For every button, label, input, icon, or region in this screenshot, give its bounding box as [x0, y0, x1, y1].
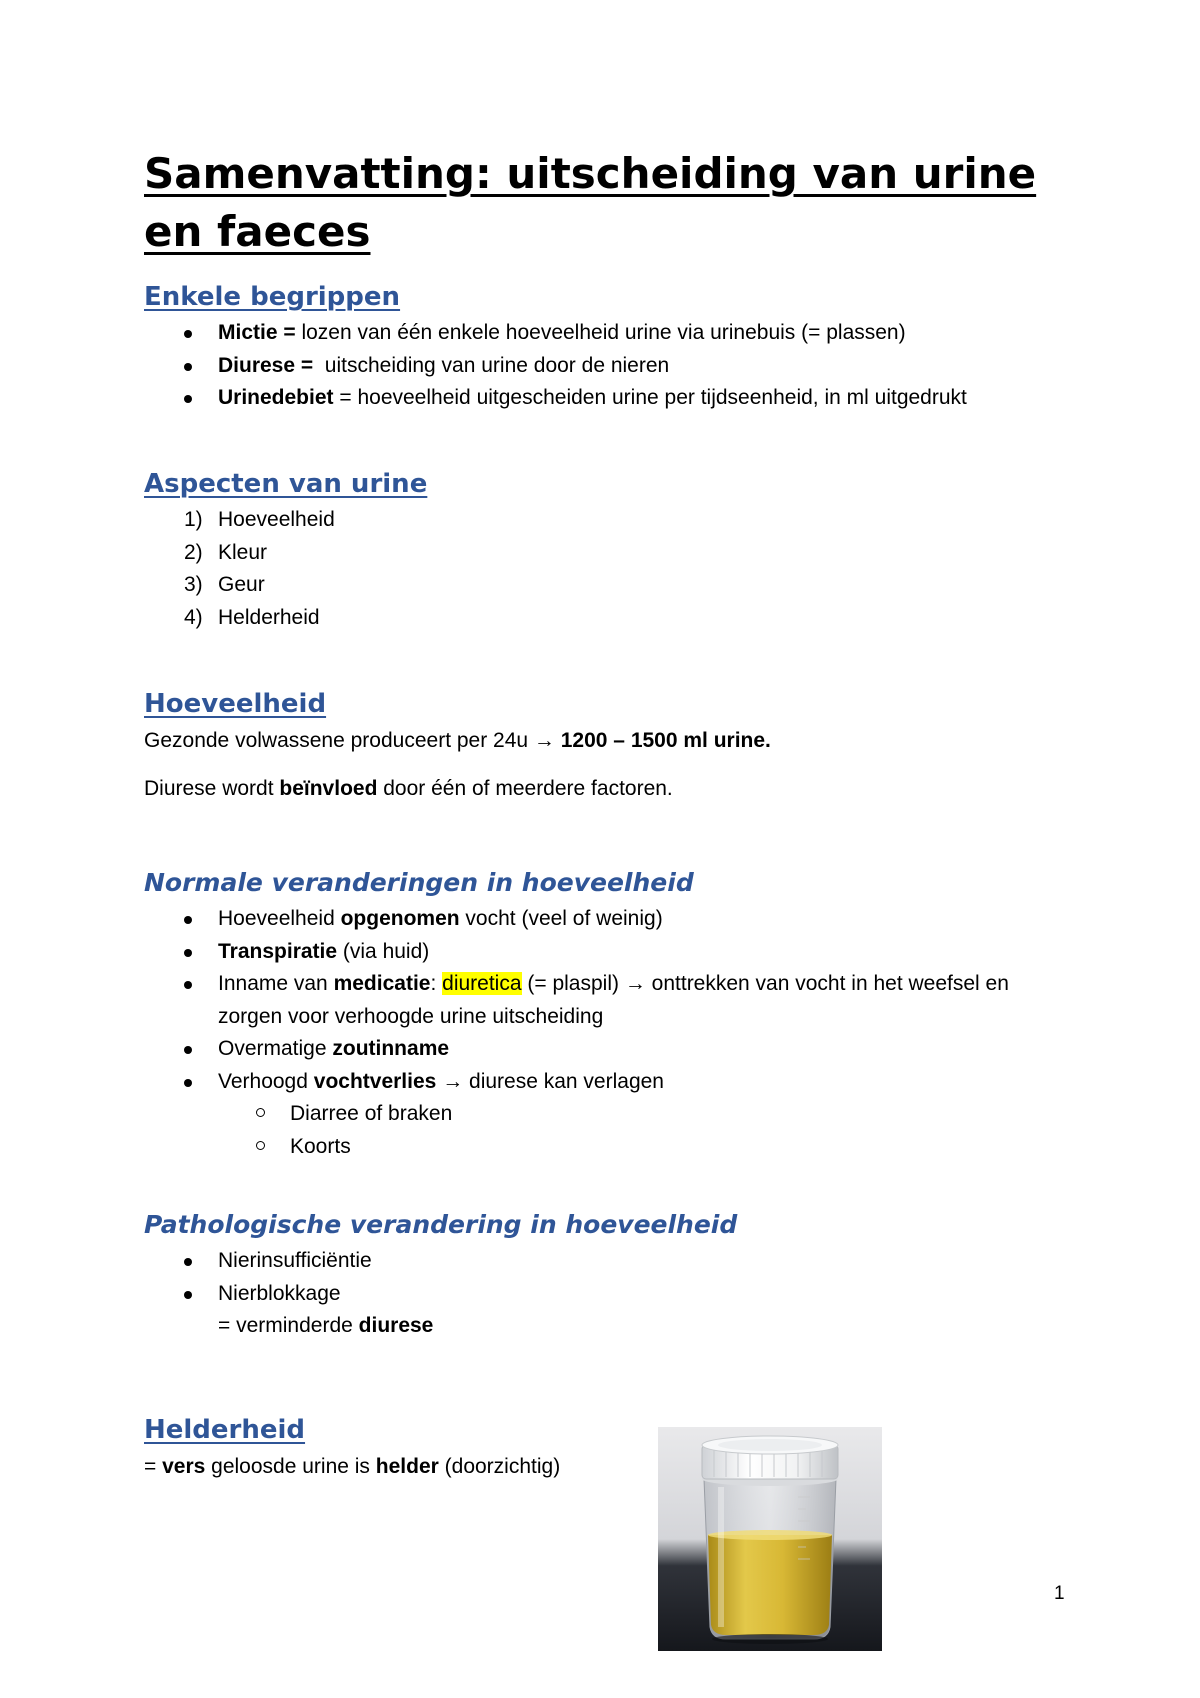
list-item: [144, 602, 335, 635]
arrow-right-icon: →: [442, 1069, 464, 1093]
text-bold: medicatie: [333, 972, 431, 995]
list-item: [144, 1033, 1009, 1066]
heading-pathologische-verandering: Pathologische verandering in hoeveelheid: [144, 1210, 738, 1239]
bullet-icon: [184, 395, 192, 403]
text: zorgen voor verhoogde urine uitscheiding: [218, 1004, 604, 1028]
list-number: 3): [184, 573, 203, 596]
text: Overmatige: [218, 1037, 333, 1060]
list-item: [144, 317, 967, 350]
list-item: [144, 382, 967, 415]
paragraph-diurese: [144, 773, 673, 806]
urine-sample-photo: [658, 1427, 882, 1651]
text: Verhoogd: [218, 1069, 314, 1093]
heading-hoeveelheid: Hoeveelheid: [144, 689, 327, 719]
bullet-icon: [184, 981, 192, 989]
text: vocht (veel of weinig): [459, 907, 663, 930]
circle-bullet-icon: [256, 1141, 265, 1150]
list-number: 2): [184, 540, 203, 564]
term-urinedebiet: Urinedebiet: [218, 386, 334, 409]
paragraph-productie: [144, 725, 771, 758]
bullet-icon: [184, 1291, 192, 1299]
result-line: [144, 1310, 433, 1343]
bullet-icon: [184, 949, 192, 957]
text: =: [144, 1455, 163, 1478]
bullet-icon: [184, 916, 192, 924]
list-item-text: Koorts: [290, 1134, 351, 1158]
list-item: [144, 1066, 1009, 1099]
heading-normale-veranderingen: Normale veranderingen in hoeveelheid: [144, 868, 694, 897]
term-diurese: Diurese =: [218, 353, 314, 377]
list-item: [144, 537, 335, 570]
heading-enkele-begrippen: Enkele begrippen: [144, 282, 401, 312]
vochtverlies-sublist: [144, 1098, 452, 1163]
list-item: [144, 350, 967, 383]
text: Hoeveelheid: [218, 907, 341, 930]
sub-list-item: [144, 1098, 452, 1131]
list-item-text: Geur: [218, 573, 265, 596]
text: Inname van: [218, 972, 334, 995]
list-item-text: Nierblokkage: [218, 1281, 341, 1305]
text: (doorzichtig): [438, 1455, 561, 1478]
list-item: [144, 1278, 372, 1311]
page-number: 1: [1054, 1583, 1065, 1604]
text-bold: vochtverlies: [313, 1069, 437, 1093]
list-item: [144, 936, 1009, 969]
list-item: [144, 569, 335, 602]
text: (via huid): [337, 939, 430, 963]
document-title: Samenvatting: uitscheiding van urine en faeces: [144, 149, 1037, 256]
heading-aspecten-van-urine: Aspecten van urine: [144, 469, 428, 499]
arrow-right-icon: →: [624, 972, 646, 995]
text: Gezonde volwassene produceert per 24u: [144, 729, 534, 752]
definition: uitscheiding van urine door de nieren: [313, 353, 670, 377]
definition: = hoeveelheid uitgescheiden urine per tijdseenheid, in ml uitgedrukt: [333, 386, 967, 409]
text-bold: helder: [375, 1455, 439, 1478]
text-bold: diurese: [358, 1314, 434, 1337]
list-item: [144, 504, 335, 537]
list-item: [144, 903, 1009, 936]
paragraph-helderheid: [144, 1451, 560, 1484]
term-mictie: Mictie =: [218, 321, 296, 344]
circle-bullet-icon: [256, 1108, 265, 1117]
highlighted-term: diuretica: [442, 972, 522, 995]
text-bold: zoutinname: [332, 1037, 450, 1060]
list-item-text: Hoeveelheid: [218, 508, 335, 531]
text: onttrekken van vocht in het weefsel en: [645, 972, 1009, 995]
text-bold: Transpiratie: [218, 939, 338, 963]
text: = verminderde: [218, 1314, 359, 1337]
list-item-text: Diarree of braken: [290, 1102, 453, 1125]
list-item-text: Helderheid: [218, 605, 320, 629]
text-bold: 1200 – 1500 ml urine.: [554, 729, 771, 752]
list-item: [144, 1245, 372, 1278]
bullet-icon: [184, 1079, 192, 1087]
begrippen-list: [144, 317, 967, 415]
bullet-icon: [184, 363, 192, 371]
bullet-icon: [184, 330, 192, 338]
text-bold: vers: [162, 1455, 206, 1478]
text: diurese kan verlagen: [463, 1069, 664, 1093]
sub-list-item: [144, 1131, 452, 1164]
bullet-icon: [184, 1258, 192, 1266]
list-item-text: Nierinsufficiëntie: [218, 1249, 372, 1272]
list-item-text: Kleur: [218, 540, 268, 564]
text-bold: beïnvloed: [279, 777, 378, 800]
aspecten-list: [144, 504, 335, 634]
arrow-right-icon: →: [533, 729, 555, 752]
definition: lozen van één enkele hoeveelheid urine via urinebuis (= plassen): [295, 321, 906, 344]
pathologische-list: [144, 1245, 372, 1310]
list-number: 1): [184, 508, 203, 531]
text: geloosde urine is: [205, 1455, 376, 1478]
bullet-icon: [184, 1046, 192, 1054]
text: :: [430, 972, 443, 995]
list-number: 4): [184, 605, 203, 629]
list-item: [144, 968, 1009, 1033]
text-bold: opgenomen: [340, 907, 460, 930]
normale-veranderingen-list: [144, 903, 1009, 1098]
text: Diurese wordt: [144, 777, 280, 800]
text: (= plaspil): [521, 972, 625, 995]
text: door één of meerdere factoren.: [377, 777, 673, 800]
heading-helderheid: Helderheid: [144, 1415, 306, 1445]
